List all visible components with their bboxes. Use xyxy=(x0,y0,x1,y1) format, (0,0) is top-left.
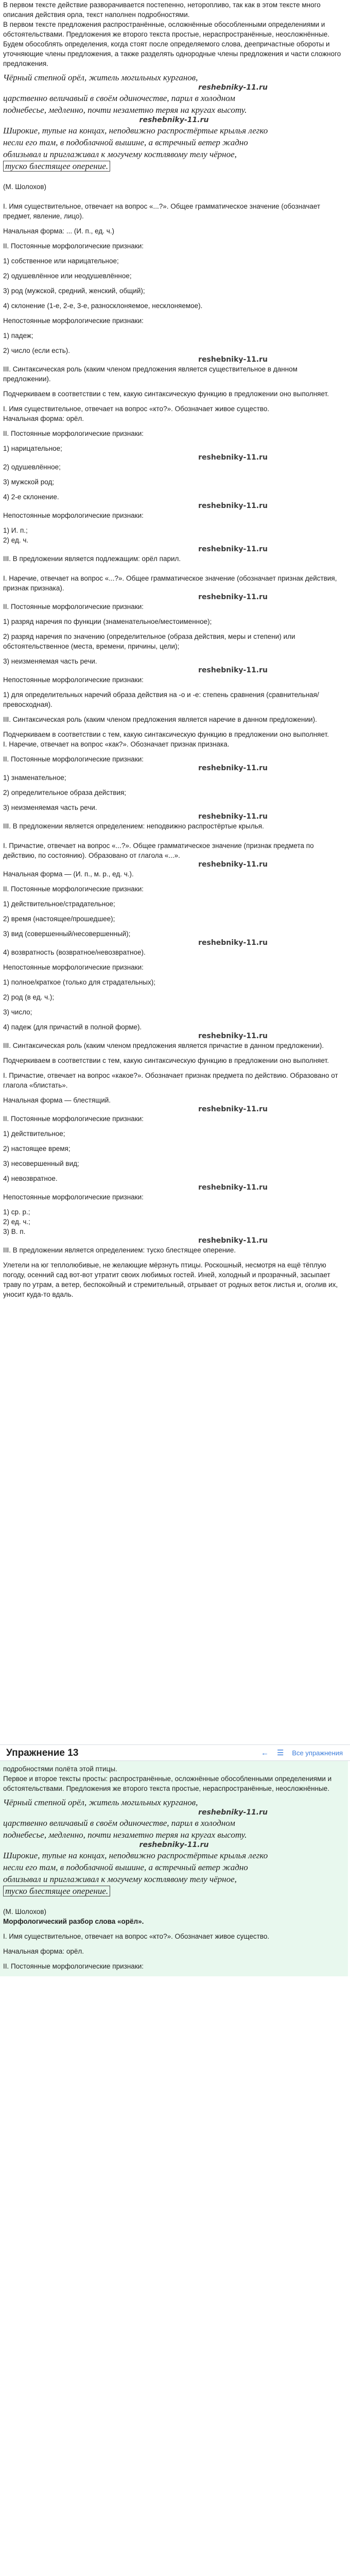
analysis-line: 2) ед. ч.; xyxy=(3,1218,30,1226)
paragraph: Улетели на юг теплолюбивые, не желающие мёрзнуть птицы. Роскошный, несмотря на ещё тёплую погоду, осенний сад вот-вот утратит своих любимых гостей. Иней, холодный и прозрачный, засыпает траву по утрам, а ветер, беспокойный и стремительный, отрывает от родных веток листья и, оголив их, уносит куда-то вдаль. xyxy=(3,1261,338,1298)
analysis-line: Непостоянные морфологические признаки: xyxy=(3,963,144,971)
analysis-line: 4) склонение (1-е, 2-е, 3-е, разносклоняемое, несклоняемое). xyxy=(3,302,203,310)
analysis-line: 2) определительное образа действия; xyxy=(3,789,127,796)
watermark: reshebniky-11.ru xyxy=(198,83,268,92)
analysis-line: III. Синтаксическая роль (каким членом предложения является наречие в данном предложении). xyxy=(3,716,317,723)
task-line: поднебесье, медленно, почти незаметно теряя на кругах высоту. xyxy=(3,1830,247,1840)
paragraph: Будем обособлять определения, когда стоят после определяемого слова, деепричастные обороты и уточняющие члены предложения, а также разделять однородные члены предложения и части сложного предложения. xyxy=(3,40,341,67)
task-line: поднебесье, медленно, почти незаметно теряя на кругах высоту. xyxy=(3,105,247,115)
analysis-line: I. Имя существительное, отвечает на вопрос «...?». Общее грамматическое значение (обозначает предмет, явление, лицо). xyxy=(3,202,321,220)
analysis-line: Подчеркиваем в соответствии с тем, какую синтаксическую функцию в предложении оно выполняет. xyxy=(3,390,329,398)
task-line: царственно величавый в своём одиночестве, парил в холодном xyxy=(3,1818,235,1828)
analysis-line: 2) время (настоящее/прошедшее); xyxy=(3,915,115,923)
analysis-line: III. Синтаксическая роль (каким членом предложения является существительное в данном предложении). xyxy=(3,365,297,383)
exercise-title: Упражнение 13 xyxy=(6,1747,79,1758)
analysis-line: I. Имя существительное, отвечает на вопрос «кто?». Обозначает живое существо. xyxy=(3,1933,270,1940)
analysis-line: 2) ед. ч. xyxy=(3,536,29,544)
analysis-line: III. В предложении является определением: неподвижно распростёртые крылья. xyxy=(3,822,264,830)
analysis-line: 1) нарицательное; xyxy=(3,445,62,452)
author: (М. Шолохов) xyxy=(3,1908,46,1916)
exercise-nav xyxy=(261,1748,343,1758)
analysis-line: II. Постоянные морфологические признаки: xyxy=(3,1115,144,1123)
watermark: reshebniky-11.ru xyxy=(198,812,268,821)
watermark: reshebniky-11.ru xyxy=(139,1841,209,1849)
analysis-line: Начальная форма: ... (И. п., ед. ч.) xyxy=(3,227,114,235)
task-text xyxy=(3,72,345,172)
analysis-line: III. В предложении является подлежащим: орёл парил. xyxy=(3,555,181,563)
task-line: туско блестящее оперение. xyxy=(3,160,345,172)
all-exercises-link[interactable]: Все упражнения xyxy=(292,1749,343,1757)
watermark: reshebniky-11.ru xyxy=(198,666,268,674)
watermark: reshebniky-11.ru xyxy=(139,116,209,124)
analysis-line: 1) падеж; xyxy=(3,332,33,340)
analysis-line: 1) разряд наречия по функции (знаменательное/местоименное); xyxy=(3,618,212,625)
analysis-line: Начальная форма — (И. п., м. р., ед. ч.). xyxy=(3,870,134,878)
analysis-line: 3) В. п. xyxy=(3,1228,26,1235)
analysis-line: 4) невозвратное. xyxy=(3,1175,58,1182)
analysis-line: III. Синтаксическая роль (каким членом предложения является причастие в данном предложении). xyxy=(3,1042,324,1049)
main-column xyxy=(3,0,345,1299)
watermark: reshebniky-11.ru xyxy=(198,1236,268,1245)
task-line: царственно величавый в своём одиночестве, парил в холодном xyxy=(3,93,235,103)
analysis-line: Непостоянные морфологические признаки: xyxy=(3,512,144,519)
task-text xyxy=(3,1797,345,1897)
analysis-line: II. Постоянные морфологические признаки: xyxy=(3,885,144,893)
paragraph: В первом тексте предложения распространённые, осложнённые обособленными определениями и обстоятельствами. Предложения же второго текста простые, нераспространённые, неосложнённые. xyxy=(3,21,330,38)
analysis-line: 1) полное/краткое (только для страдательных); xyxy=(3,978,155,986)
analysis-line: 2) настоящее время; xyxy=(3,1145,71,1153)
analysis-line: 1) для определительных наречий образа действия на -о и -е: степень сравнения (сравнительная/превосходная). xyxy=(3,691,319,708)
watermark: reshebniky-11.ru xyxy=(198,355,268,364)
watermark: reshebniky-11.ru xyxy=(198,1808,268,1817)
paragraph: В первом тексте действие разворачивается постепенно, неторопливо, так как в этом тексте много описания действия орла, текст наполнен подробностями. xyxy=(3,1,321,19)
analysis-line: 2) разряд наречия по значению (определительное (образа действия, меры и степени) или обстоятельственное (места, времени, причины, цели); xyxy=(3,633,295,650)
analysis-line: Непостоянные морфологические признаки: xyxy=(3,317,144,325)
task-line: Широкие, тупые на концах, неподвижно распростёртые крылья легко xyxy=(3,126,268,135)
analysis-line: Начальная форма: орёл. xyxy=(3,1947,84,1955)
analysis-line: 1) действительное/страдательное; xyxy=(3,900,115,908)
task-line: несли его там, в подоблачной вышине, а встречный ветер жадно xyxy=(3,1862,248,1872)
analysis-line: 1) знаменательное; xyxy=(3,774,66,782)
analysis-line: 1) собственное или нарицательное; xyxy=(3,257,119,265)
section-heading: Морфологический разбор слова «орёл». xyxy=(3,1918,144,1925)
analysis-line: 3) число; xyxy=(3,1008,32,1016)
analysis-line: III. В предложении является определением: туско блестящее оперение. xyxy=(3,1246,236,1254)
analysis-line: 4) возвратность (возвратное/невозвратное). xyxy=(3,948,146,956)
analysis-line: I. Причастие, отвечает на вопрос «какое?». Обозначает признак предмета по действию. Образовано от глагола «блистать». xyxy=(3,1072,338,1089)
analysis-line: 4) падеж (для причастий в полной форме). xyxy=(3,1023,142,1031)
analysis-line: 3) мужской род; xyxy=(3,478,55,486)
task-line: Широкие, тупые на концах, неподвижно распростёртые крылья легко xyxy=(3,1851,268,1860)
author: (М. Шолохов) xyxy=(3,183,46,191)
analysis-line: 3) неизменяемая часть речи. xyxy=(3,804,97,811)
analysis-line: I. Наречие, отвечает на вопрос «как?». Обозначает признак признака. xyxy=(3,740,230,748)
analysis-line: II. Постоянные морфологические признаки: xyxy=(3,242,144,250)
analysis-line: 1) ср. р.; xyxy=(3,1208,30,1216)
analysis-line: Непостоянные морфологические признаки: xyxy=(3,676,144,684)
analysis-line: 1) действительное; xyxy=(3,1130,65,1138)
watermark: reshebniky-11.ru xyxy=(198,939,268,947)
analysis-line: I. Причастие, отвечает на вопрос «...?». Общее грамматическое значение (признак предмета по действию, по состоянию). Образовано от глагола «...». xyxy=(3,842,314,859)
analysis-line: I. Имя существительное, отвечает на вопрос «кто?». Обозначает живое существо. xyxy=(3,405,270,413)
task-line: облизывал и приглаживал к могучему костлявому телу чёрное, xyxy=(3,149,237,159)
analysis-line: Начальная форма: орёл. xyxy=(3,415,84,422)
watermark: reshebniky-11.ru xyxy=(198,545,268,553)
answer-section xyxy=(0,1761,348,1976)
watermark: reshebniky-11.ru xyxy=(198,593,268,601)
analysis-line: 3) род (мужской, средний, женский, общий); xyxy=(3,287,145,295)
watermark: reshebniky-11.ru xyxy=(198,1183,268,1192)
watermark: reshebniky-11.ru xyxy=(198,764,268,772)
analysis-line: Начальная форма — блестящий. xyxy=(3,1096,111,1104)
watermark: reshebniky-11.ru xyxy=(198,453,268,462)
watermark: reshebniky-11.ru xyxy=(198,1105,268,1113)
analysis-line: II. Постоянные морфологические признаки: xyxy=(3,1962,144,1970)
task-line: туско блестящее оперение. xyxy=(3,1885,345,1897)
analysis-line: 3) неизменяемая часть речи. xyxy=(3,657,97,665)
analysis-line: Подчеркиваем в соответствии с тем, какую синтаксическую функцию в предложении оно выполняет. xyxy=(3,1057,329,1064)
watermark: reshebniky-11.ru xyxy=(198,1032,268,1040)
task-line: Чёрный степной орёл, житель могильных курганов, xyxy=(3,1798,198,1807)
menu-icon[interactable]: ☰ xyxy=(276,1748,284,1757)
analysis-line: 2) одушевлённое; xyxy=(3,463,61,471)
watermark: reshebniky-11.ru xyxy=(198,502,268,510)
analysis-line: Непостоянные морфологические признаки: xyxy=(3,1193,144,1201)
exercise-nav-bar xyxy=(0,1744,350,1761)
analysis-line: II. Постоянные морфологические признаки: xyxy=(3,430,144,437)
analysis-line: 3) несовершенный вид; xyxy=(3,1160,79,1167)
prev-exercise-icon[interactable]: ← xyxy=(260,1748,269,1757)
analysis-line: Подчеркиваем в соответствии с тем, какую синтаксическую функцию в предложении оно выполняет. xyxy=(3,731,329,738)
paragraph: Первое и второе тексты просты: распространённые, осложнённые обособленными определениями и обстоятельствами. Предложения же второго текста простые, нераспространённые, неосложнённые. xyxy=(3,1775,332,1792)
analysis-line: 2) род (в ед. ч.); xyxy=(3,993,55,1001)
paragraph: подробностями полёта этой птицы. xyxy=(3,1765,117,1773)
analysis-line: 4) 2-е склонение. xyxy=(3,493,59,501)
analysis-line: 2) число (если есть). xyxy=(3,347,71,354)
analysis-line: 3) вид (совершенный/несовершенный); xyxy=(3,930,131,938)
analysis-line: 1) И. п.; xyxy=(3,527,28,534)
watermark: reshebniky-11.ru xyxy=(198,860,268,869)
analysis-line: 2) одушевлённое или неодушевлённое; xyxy=(3,272,132,280)
task-line: Чёрный степной орёл, житель могильных курганов, xyxy=(3,73,198,82)
analysis-line: II. Постоянные морфологические признаки: xyxy=(3,755,144,763)
analysis-line: II. Постоянные морфологические признаки: xyxy=(3,603,144,611)
task-line: облизывал и приглаживал к могучему костлявому телу чёрное, xyxy=(3,1874,237,1884)
analysis-line: I. Наречие, отвечает на вопрос «...?». Общее грамматическое значение (обозначает признак действия, признак признака). xyxy=(3,574,337,592)
task-line: несли его там, в подоблачной вышине, а встречный ветер жадно xyxy=(3,138,248,147)
